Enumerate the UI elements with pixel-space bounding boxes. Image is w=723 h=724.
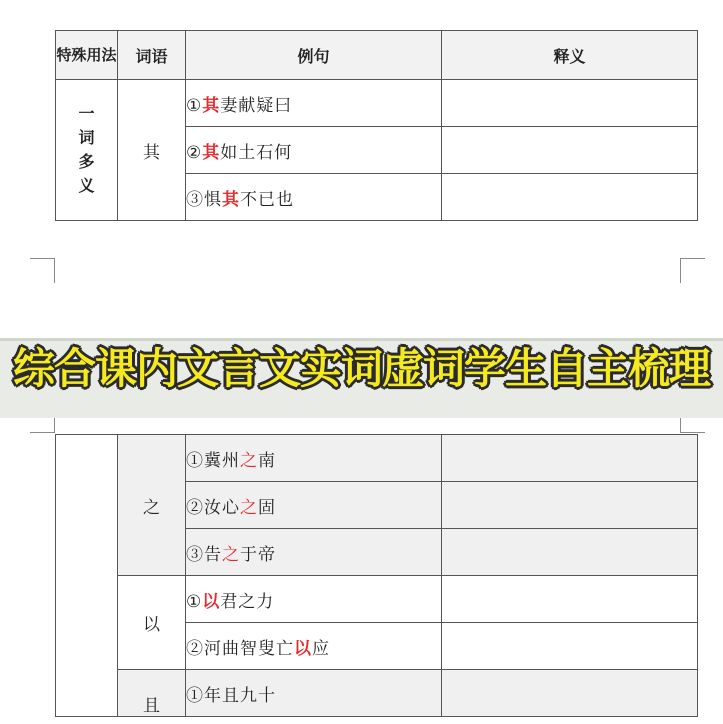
header-word: 词语: [118, 31, 186, 80]
meaning-input-cell[interactable]: [442, 80, 698, 127]
usage-label: [56, 80, 118, 221]
usage-char: 词: [78, 128, 95, 147]
table-row: [56, 576, 698, 623]
example-sentence: ①以君之力: [186, 576, 442, 623]
vocab-table-top: [55, 30, 698, 221]
meaning-input-cell[interactable]: [442, 435, 698, 482]
example-sentence: ①年且九十: [186, 670, 442, 717]
header-example: 例句: [186, 31, 442, 80]
example-sentence: ③告之于帝: [186, 529, 442, 576]
vocab-table-bottom: [55, 434, 698, 717]
table-row: [56, 435, 698, 482]
banner-title: 综合课内文言文实词虚词学生自主梳理: [12, 344, 710, 393]
usage-char: 义: [78, 176, 95, 195]
meaning-input-cell[interactable]: [442, 174, 698, 221]
meaning-input-cell[interactable]: [442, 623, 698, 670]
table-header-row: [56, 31, 698, 80]
header-meaning: 释义: [442, 31, 698, 80]
word-cell: 且: [118, 670, 186, 717]
example-sentence: ①冀州之南: [186, 435, 442, 482]
table-row: [56, 80, 698, 127]
example-sentence: ②其如土石何: [186, 127, 442, 174]
word-cell: 其: [118, 80, 186, 221]
example-sentence: ②汝心之固: [186, 482, 442, 529]
page-corner-mark: [680, 258, 705, 283]
example-sentence: ①其妻献疑曰: [186, 80, 442, 127]
header-usage: 特殊用法: [56, 31, 118, 80]
page-corner-mark: [30, 258, 55, 283]
word-cell: 以: [118, 576, 186, 670]
usage-char: 多: [78, 152, 95, 171]
meaning-input-cell[interactable]: [442, 529, 698, 576]
meaning-input-cell[interactable]: [442, 127, 698, 174]
usage-char: 一: [78, 104, 95, 123]
meaning-input-cell[interactable]: [442, 482, 698, 529]
meaning-input-cell[interactable]: [442, 670, 698, 717]
meaning-input-cell[interactable]: [442, 576, 698, 623]
word-cell: 之: [118, 435, 186, 576]
example-sentence: ②河曲智叟亡以应: [186, 623, 442, 670]
table-row: [56, 670, 698, 717]
example-sentence: ③惧其不已也: [186, 174, 442, 221]
usage-label-empty: [56, 435, 118, 717]
